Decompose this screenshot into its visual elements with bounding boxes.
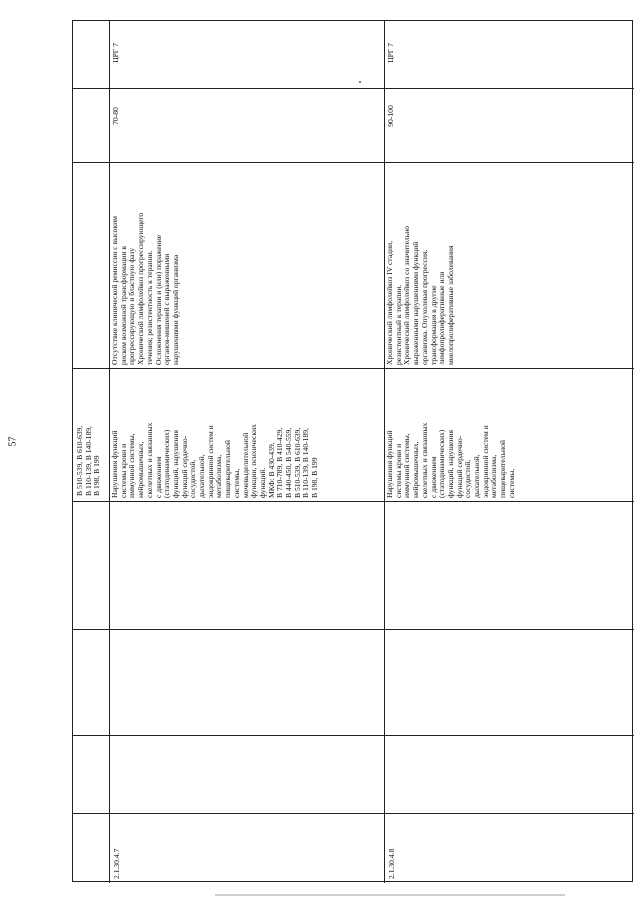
group-label: ЦРГ 7 (111, 43, 120, 63)
violations-text: Нарушения функций системы крови и иммунной системы, нейромышечных, скелетных и связанных с движением (статодинамических) функций, нарушения функций сердечно- сосудистой, дыхательной, эндокринной систем и метаболизма, пищеварительной системы, (385, 422, 516, 498)
row-code: 2.1.30.4.8 (387, 848, 396, 879)
row-2-1-30-4-8-group (384, 21, 634, 88)
group-label: ЦРГ 7 (386, 43, 395, 63)
description-text: Отсутствие клинической ремиссии с высоким риском возможной трансформации в прогрессирующую и бластную фазу Хронический лимфолейкоз прогрессирующего течения; резистентность к терапии. Осложнения терапии и (или) поражение органов-мишеней с выраженными нарушениями функций организма (110, 212, 180, 365)
codes-continuation-cell (73, 368, 109, 501)
table (72, 20, 633, 882)
row-separator (73, 629, 634, 630)
row-2-1-30-4-7-violations (109, 368, 384, 501)
row-2-1-30-4-8-code (384, 813, 634, 883)
row-2-1-30-4-8-description (384, 162, 634, 368)
row-2-1-30-4-8-violations (384, 368, 634, 501)
scan-speck (359, 81, 361, 83)
row-2-1-30-4-7-code (109, 813, 384, 883)
row-code: 2.1.30.4.7 (112, 848, 121, 879)
row-separator (73, 501, 634, 502)
percent-value: 90-100 (386, 105, 395, 127)
row-2-1-30-4-7-group (109, 21, 384, 88)
row-2-1-30-4-7-description (109, 162, 384, 368)
page-number: 57 (7, 436, 19, 447)
codes-continuation: В 510-539, В 610-639, В 110-139, В 140-189, В 198, В 199 (75, 425, 102, 496)
row-separator (73, 735, 634, 736)
percent-value: 70-80 (111, 107, 120, 125)
row-2-1-30-4-8-percent (384, 88, 634, 162)
scan-edge (215, 894, 565, 896)
description-text: Хронический лимфолейкоз IV стадии, резистентный к терапии. Хронический лимфолейкоз со значительно выраженными нарушениями функций организма. Опухолевая прогрессия, трансформация в другие лимфопролиферативные или миелопролиферативные заболевания (385, 225, 455, 365)
violations-text: Нарушения функций системы крови и иммунной системы, нейромышечных, скелетных и связанных с движением (статодинамических) функций, нарушения функций сердечно- сосудистой, дыхательной, эндокринной систем и метаболизма, пищеварительной системы, мочевыделительной функции, психических функций. МКФ: В 430-439, В 710-789, В 410-429, В 440-450, В 540-559, В 510-539, В 610-639, В 110-139, В 140-189, В 198, В 199 (110, 422, 320, 498)
row-2-1-30-4-7-percent (109, 88, 384, 162)
